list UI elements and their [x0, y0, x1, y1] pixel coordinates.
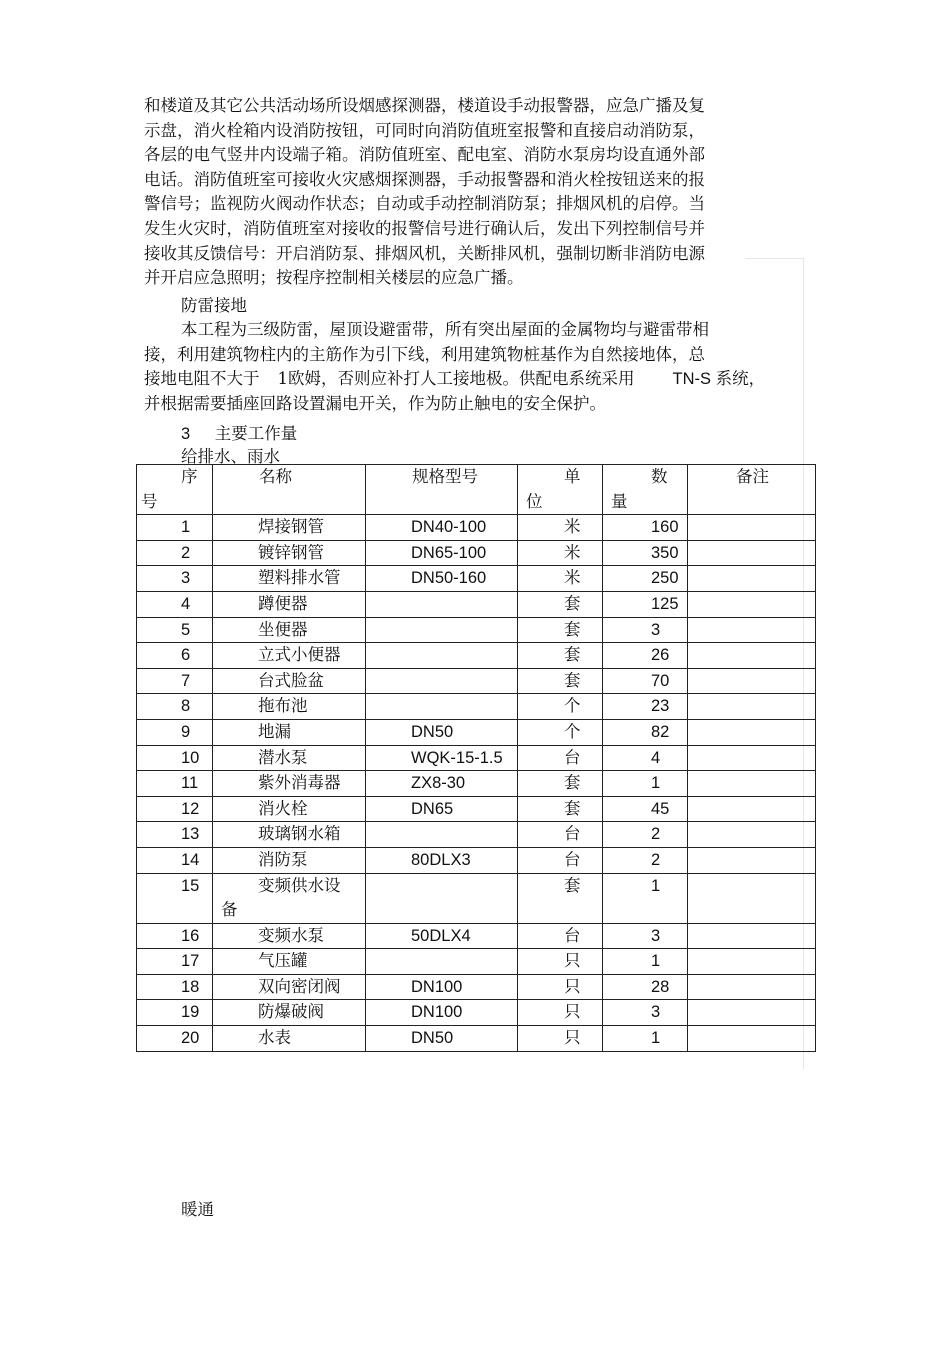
cell-remark: [688, 566, 816, 592]
cell-unit-text: 米: [564, 542, 581, 562]
cell-unit-text: 套: [564, 670, 581, 690]
cell-qty: [603, 694, 688, 720]
cell-unit: [518, 796, 603, 822]
cell-unit: [518, 643, 603, 669]
table-row: [137, 796, 816, 822]
intro-line: 接收其反馈信号：开启消防泵、排烟风机，关断排风机，强制切断非消防电源: [144, 243, 705, 263]
cell-qty-text: 45: [651, 799, 670, 818]
subsection-heading: 给排水、雨水: [181, 447, 280, 466]
cell-unit-text: 只: [564, 1028, 581, 1048]
table-row: [137, 873, 816, 923]
cell-unit-text: 台: [564, 849, 581, 869]
cell-spec: [366, 847, 518, 873]
cell-spec-text: 50DLX4: [411, 926, 471, 945]
cell-no-text: 12: [181, 799, 200, 818]
cell-unit: [518, 847, 603, 873]
cell-spec: [366, 796, 518, 822]
cell-name: [213, 694, 366, 720]
cell-unit-text: 套: [564, 798, 581, 818]
cell-name: [213, 873, 366, 923]
cell-no: [137, 566, 213, 592]
cell-qty: [603, 540, 688, 566]
lightning-line-part: 接地电阻不大于: [144, 369, 260, 389]
cell-name: [213, 822, 366, 848]
lightning-line: 接，利用建筑物柱内的主筋作为引下线，利用建筑物桩基作为自然接地体，总: [144, 344, 705, 364]
cell-remark: [688, 771, 816, 797]
header-qty: [603, 465, 688, 515]
cell-unit: [518, 719, 603, 745]
cell-name-text: 立式小便器: [258, 645, 341, 665]
cell-qty-text: 28: [651, 977, 670, 996]
cell-qty: [603, 1026, 688, 1052]
cell-unit-text: 台: [564, 925, 581, 945]
cell-unit-text: 只: [564, 976, 581, 996]
cell-spec: [366, 923, 518, 949]
cell-unit: [518, 974, 603, 1000]
cell-qty: [603, 923, 688, 949]
cell-name: [213, 643, 366, 669]
cell-qty: [603, 822, 688, 848]
cell-name-text: 焊接钢管: [258, 517, 324, 537]
table-row: [137, 643, 816, 669]
cell-no-text: 18: [181, 977, 200, 996]
cell-remark: [688, 540, 816, 566]
cell-name: [213, 847, 366, 873]
cell-no-text: 11: [181, 774, 199, 793]
cell-unit-text: 套: [564, 875, 581, 895]
cell-name-text: 水表: [258, 1028, 291, 1048]
cell-remark: [688, 949, 816, 975]
cell-no-text: 3: [181, 569, 191, 588]
cell-spec: [366, 668, 518, 694]
cell-name: [213, 949, 366, 975]
cell-no-text: 16: [181, 926, 200, 945]
cell-spec-text: DN50-160: [411, 569, 487, 588]
cell-name-text: 防爆破阀: [258, 1002, 324, 1022]
cell-no-text: 10: [181, 748, 200, 767]
cell-name-text: 玻璃钢水箱: [258, 824, 341, 844]
cell-unit-text: 只: [564, 1002, 581, 1022]
section-number: 3: [181, 425, 191, 443]
cell-name: [213, 515, 366, 541]
cell-spec: [366, 643, 518, 669]
cell-no: [137, 745, 213, 771]
cell-qty: [603, 745, 688, 771]
cell-qty-text: 250: [651, 569, 679, 588]
cell-unit: [518, 566, 603, 592]
cell-qty: [603, 668, 688, 694]
table-row: [137, 923, 816, 949]
cell-no-text: 1: [181, 518, 191, 537]
cell-qty: [603, 566, 688, 592]
cell-spec: [366, 771, 518, 797]
cell-name-text: 台式脸盆: [258, 670, 324, 690]
work-quantity-table: [136, 464, 816, 1052]
table-row: [137, 822, 816, 848]
cell-no-text: 20: [181, 1029, 200, 1048]
cell-unit: [518, 591, 603, 617]
intro-line: 电话。消防值班室可接收火灾感烟探测器，手动报警器和消火栓按钮送来的报: [144, 169, 705, 189]
cell-name-text: 拖布池: [258, 696, 308, 716]
cell-no-text: 2: [181, 543, 191, 562]
lightning-paragraph: [144, 318, 804, 416]
table-header-row: [137, 465, 816, 515]
lightning-line: 本工程为三级防雷，屋顶设避雷带，所有突出屋面的金属物均与避雷带相: [181, 320, 709, 339]
cell-remark: [688, 643, 816, 669]
header-qty-line: 量: [611, 491, 628, 511]
lightning-line-part: TN-S 系统，: [672, 370, 766, 389]
cell-spec-text: ZX8-30: [411, 774, 466, 793]
cell-qty: [603, 771, 688, 797]
cell-unit-text: 套: [564, 645, 581, 665]
cell-spec-text: 80DLX3: [411, 850, 471, 869]
cell-name-text: 蹲便器: [258, 593, 308, 613]
cell-spec: [366, 617, 518, 643]
cell-qty-text: 1: [651, 1029, 661, 1048]
cell-qty-text: 82: [651, 722, 670, 741]
header-unit-line: 单: [564, 467, 581, 486]
cell-spec: [366, 566, 518, 592]
cell-no: [137, 694, 213, 720]
cell-remark: [688, 591, 816, 617]
cell-unit: [518, 1026, 603, 1052]
intro-line: 和楼道及其它公共活动场所设烟感探测器，楼道设手动报警器，应急广播及复: [144, 96, 705, 115]
cell-name: [213, 923, 366, 949]
lightning-heading: 防雷接地: [181, 296, 247, 315]
cell-name-text: 坐便器: [258, 619, 308, 639]
cell-unit: [518, 873, 603, 923]
cell-qty: [603, 974, 688, 1000]
header-name-text: 名称: [259, 467, 292, 486]
cell-spec-text: WQK-15-1.5: [411, 748, 503, 767]
cell-name-text: 塑料排水管: [258, 568, 341, 588]
cell-no: [137, 668, 213, 694]
cell-remark: [688, 668, 816, 694]
header-no-line: 序: [181, 467, 198, 486]
intro-line: 发生火灾时，消防值班室对接收的报警信号进行确认后，发出下列控制信号并: [144, 218, 705, 238]
table-row: [137, 847, 816, 873]
cell-remark: [688, 1026, 816, 1052]
intro-line: 各层的电气竖井内设端子箱。消防值班室、配电室、消防水泵房均设直通外部: [144, 145, 705, 165]
cell-qty: [603, 719, 688, 745]
cell-unit: [518, 771, 603, 797]
cell-no-text: 13: [181, 825, 200, 844]
cell-name: [213, 771, 366, 797]
cell-unit: [518, 617, 603, 643]
header-unit: [518, 465, 603, 515]
section-heading: [181, 420, 297, 444]
cell-spec: [366, 694, 518, 720]
cell-unit: [518, 668, 603, 694]
cell-no: [137, 719, 213, 745]
cell-unit: [518, 1000, 603, 1026]
cell-unit-text: 米: [564, 517, 581, 537]
cell-no-text: 4: [181, 594, 191, 613]
cell-unit-text: 个: [564, 696, 581, 716]
cell-name-text: 紫外消毒器: [258, 773, 341, 793]
cell-name: [213, 566, 366, 592]
table-row: [137, 694, 816, 720]
cell-qty-text: 3: [651, 926, 661, 945]
cell-unit: [518, 822, 603, 848]
cell-unit-text: 套: [564, 619, 581, 639]
cell-unit: [518, 515, 603, 541]
cell-no-text: 17: [181, 952, 200, 971]
cell-spec-text: DN100: [411, 977, 463, 996]
table-row: [137, 719, 816, 745]
cell-unit-text: 只: [564, 951, 581, 971]
cell-no: [137, 974, 213, 1000]
cell-spec: [366, 1000, 518, 1026]
cell-unit-text: 米: [564, 568, 581, 588]
lightning-line: [144, 367, 804, 392]
intro-line: 警信号；监视防火阀动作状态；自动或手动控制消防泵；排烟风机的启停。当: [144, 194, 705, 214]
cell-qty-text: 4: [651, 748, 661, 767]
cell-qty-text: 350: [651, 543, 679, 562]
cell-qty-text: 1: [651, 774, 661, 793]
table-row: [137, 515, 816, 541]
cell-no: [137, 771, 213, 797]
cell-no-text: 7: [181, 671, 191, 690]
cell-qty: [603, 949, 688, 975]
cell-remark: [688, 1000, 816, 1026]
table-row: [137, 974, 816, 1000]
cell-no: [137, 540, 213, 566]
cell-qty-text: 2: [651, 825, 661, 844]
intro-line: 并开启应急照明；按程序控制相关楼层的应急广播。: [144, 268, 524, 288]
cell-no: [137, 617, 213, 643]
cell-unit: [518, 923, 603, 949]
cell-unit-text: 套: [564, 773, 581, 793]
cell-spec: [366, 540, 518, 566]
cell-remark: [688, 694, 816, 720]
cell-remark: [688, 745, 816, 771]
hvac-heading: 暖通: [181, 1200, 214, 1219]
header-name: [213, 465, 366, 515]
cell-qty: [603, 1000, 688, 1026]
cell-name: [213, 974, 366, 1000]
cell-no: [137, 923, 213, 949]
cell-remark: [688, 822, 816, 848]
cell-name-text: 消火栓: [258, 798, 308, 818]
cell-qty-text: 70: [651, 671, 670, 690]
cell-spec: [366, 974, 518, 1000]
header-qty-line: 数: [651, 467, 668, 486]
cell-qty-text: 2: [651, 850, 661, 869]
cell-qty: [603, 847, 688, 873]
cell-spec: [366, 719, 518, 745]
table-row: [137, 771, 816, 797]
cell-unit-text: 台: [564, 824, 581, 844]
cell-no: [137, 847, 213, 873]
cell-unit: [518, 745, 603, 771]
cell-name-text: 镀锌钢管: [258, 542, 324, 562]
cell-name: [213, 796, 366, 822]
cell-qty-text: 26: [651, 646, 670, 665]
cell-spec-text: DN65: [411, 799, 454, 818]
cell-remark: [688, 923, 816, 949]
cell-spec: [366, 515, 518, 541]
table-row: [137, 668, 816, 694]
cell-name-text: 消防泵: [258, 849, 308, 869]
cell-qty-text: 3: [651, 1003, 661, 1022]
cell-qty: [603, 617, 688, 643]
cell-qty-text: 1: [651, 876, 661, 895]
cell-no: [137, 873, 213, 923]
lightning-line: 并根据需要插座回路设置漏电开关，作为防止触电的安全保护。: [144, 393, 606, 413]
cell-name-text: 变频水泵: [258, 925, 324, 945]
table-row: [137, 540, 816, 566]
table-row: [137, 1000, 816, 1026]
cell-no-text: 14: [181, 850, 200, 869]
cell-qty: [603, 796, 688, 822]
cell-name: [213, 540, 366, 566]
cell-unit: [518, 694, 603, 720]
cell-name-text: 变频供水设备: [221, 875, 341, 920]
cell-name-text: 地漏: [258, 721, 291, 741]
cell-no: [137, 515, 213, 541]
cell-spec: [366, 1026, 518, 1052]
cell-no: [137, 796, 213, 822]
cell-no: [137, 1026, 213, 1052]
cell-unit-text: 个: [564, 721, 581, 741]
cell-name-text: 气压罐: [258, 951, 308, 971]
cell-spec: [366, 822, 518, 848]
cell-name-text: 潜水泵: [258, 747, 308, 767]
header-spec-text: 规格型号: [412, 467, 478, 486]
header-no: [137, 465, 213, 515]
table-row: [137, 617, 816, 643]
cell-no-text: 8: [181, 697, 191, 716]
cell-qty-text: 160: [651, 518, 679, 537]
cell-qty: [603, 873, 688, 923]
cell-no: [137, 1000, 213, 1026]
cell-unit: [518, 540, 603, 566]
cell-unit: [518, 949, 603, 975]
cell-spec: [366, 591, 518, 617]
cell-remark: [688, 617, 816, 643]
cell-name: [213, 668, 366, 694]
cell-spec-text: DN65-100: [411, 543, 487, 562]
header-remark-text: 备注: [736, 467, 769, 486]
cell-spec: [366, 873, 518, 923]
section-title: 主要工作量: [214, 424, 298, 443]
intro-paragraph: [144, 94, 804, 291]
cell-no: [137, 949, 213, 975]
cell-spec: [366, 745, 518, 771]
cell-no: [137, 591, 213, 617]
cell-qty-text: 125: [651, 594, 679, 613]
cell-no-text: 15: [181, 876, 200, 895]
cell-remark: [688, 873, 816, 923]
cell-remark: [688, 974, 816, 1000]
cell-name: [213, 591, 366, 617]
cell-no-text: 9: [181, 722, 191, 741]
header-no-line: 号: [141, 491, 158, 511]
cell-spec-text: DN50: [411, 1029, 454, 1048]
cell-qty-text: 23: [651, 697, 670, 716]
cell-qty: [603, 515, 688, 541]
cell-unit-text: 套: [564, 593, 581, 613]
cell-name: [213, 617, 366, 643]
intro-line: 示盘，消火栓箱内设消防按钮，可同时向消防值班室报警和直接启动消防泵，: [144, 120, 705, 140]
cell-qty-text: 3: [651, 620, 661, 639]
cell-no: [137, 822, 213, 848]
cell-remark: [688, 719, 816, 745]
cell-no: [137, 643, 213, 669]
cell-spec: [366, 949, 518, 975]
header-unit-line: 位: [526, 491, 543, 511]
cell-name: [213, 1000, 366, 1026]
cell-remark: [688, 515, 816, 541]
cell-qty: [603, 591, 688, 617]
table-row: [137, 1026, 816, 1052]
cell-no-text: 5: [181, 620, 191, 639]
header-remark: [688, 465, 816, 515]
cell-no-text: 6: [181, 646, 191, 665]
cell-spec-text: DN100: [411, 1003, 463, 1022]
table-row: [137, 949, 816, 975]
cell-name-text: 双向密闭阀: [258, 976, 341, 996]
cell-no-text: 19: [181, 1003, 200, 1022]
cell-name: [213, 1026, 366, 1052]
table-row: [137, 566, 816, 592]
cell-unit-text: 台: [564, 747, 581, 767]
cell-name: [213, 719, 366, 745]
cell-qty: [603, 643, 688, 669]
table-row: [137, 745, 816, 771]
cell-spec-text: DN40-100: [411, 518, 487, 537]
header-spec: [366, 465, 518, 515]
cell-spec-text: DN50: [411, 722, 454, 741]
cell-remark: [688, 847, 816, 873]
cell-remark: [688, 796, 816, 822]
lightning-line-part: 1欧姆，否则应补打人工接地极。供配电系统采用: [277, 369, 635, 389]
cell-name: [213, 745, 366, 771]
table-row: [137, 591, 816, 617]
cell-qty-text: 1: [651, 952, 661, 971]
